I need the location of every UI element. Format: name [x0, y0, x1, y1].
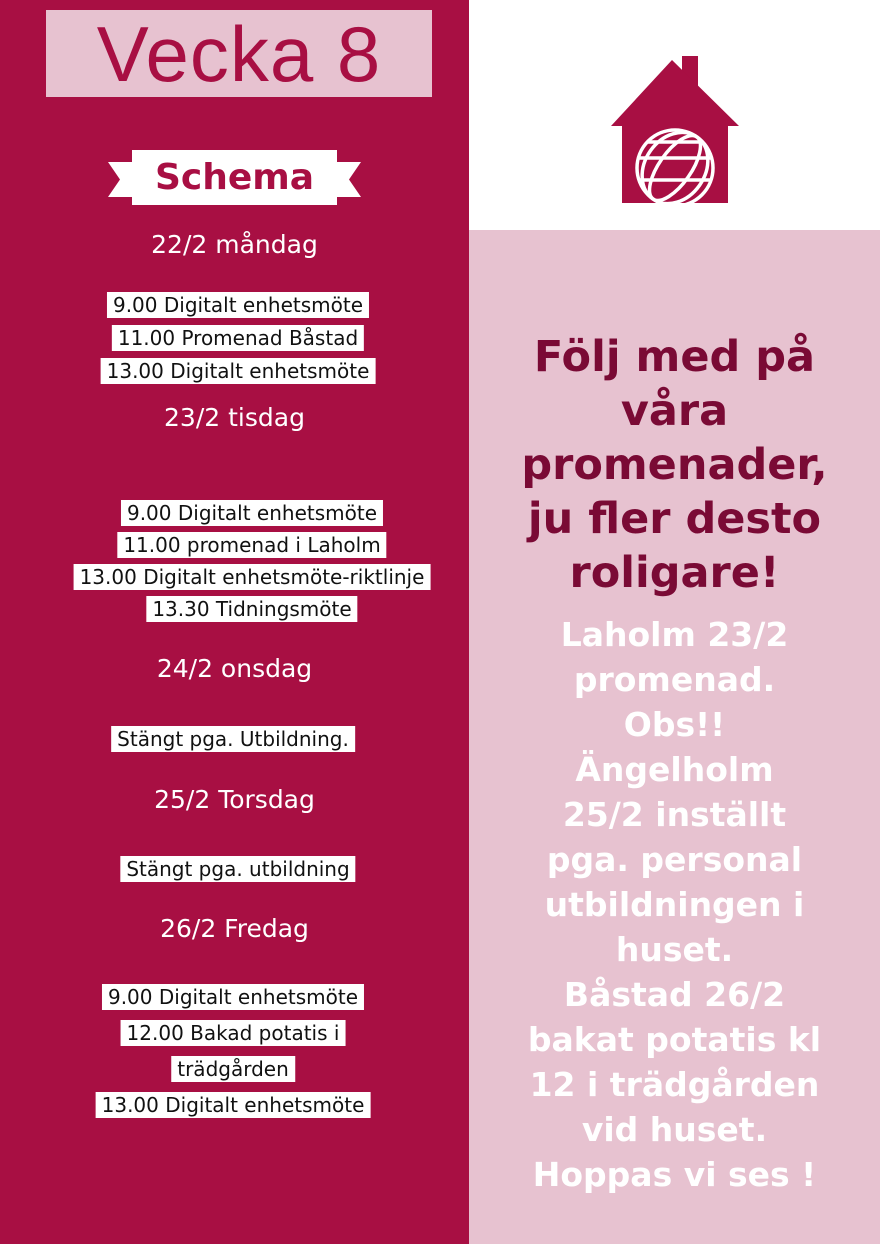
- promo-body-line: pga. personal: [546, 840, 803, 879]
- promo-body-line: 25/2 inställt: [562, 795, 787, 834]
- schedule-item: 9.00 Digitalt enhetsmöte: [107, 292, 369, 318]
- schedule-item: Stängt pga. utbildning: [120, 856, 355, 882]
- promo-heading-line: våra: [620, 386, 729, 436]
- promo-body-line: huset.: [615, 930, 734, 969]
- schema-banner-center: [132, 150, 337, 205]
- house-globe-icon: [600, 50, 745, 210]
- promo-body-line: vid huset.: [581, 1110, 768, 1149]
- day-label-thursday: 25/2 Torsdag: [154, 785, 315, 814]
- schedule-item: 9.00 Digitalt enhetsmöte: [102, 984, 364, 1010]
- day-label-friday: 26/2 Fredag: [160, 914, 309, 943]
- schedule-item: trädgården: [171, 1056, 295, 1082]
- promo-body-line: promenad.: [573, 660, 776, 699]
- schema-heading: Schema: [154, 157, 315, 198]
- schedule-item: 9.00 Digitalt enhetsmöte: [121, 500, 383, 526]
- promo-heading-line: roligare!: [569, 548, 780, 598]
- schedule-item: 13.00 Digitalt enhetsmöte: [101, 358, 376, 384]
- schedule-item: 11.00 Promenad Båstad: [112, 325, 364, 351]
- title-box: [46, 10, 432, 97]
- schedule-item: 11.00 promenad i Laholm: [117, 532, 386, 558]
- page-title: Vecka 8: [96, 9, 382, 98]
- schema-banner: [108, 150, 361, 205]
- promo-body-line: utbildningen i: [544, 885, 805, 924]
- promo-heading-line: Följ med på: [533, 332, 816, 382]
- promo-body-line: Båstad 26/2: [563, 975, 786, 1014]
- promo-body: [469, 612, 880, 1197]
- promo-heading-line: ju fler desto: [527, 494, 822, 544]
- day-label-monday: 22/2 måndag: [151, 230, 318, 259]
- promo-heading-line: promenader,: [521, 440, 828, 490]
- schedule-item: 13.30 Tidningsmöte: [146, 596, 357, 622]
- schedule-item: 12.00 Bakad potatis i: [121, 1020, 346, 1046]
- schedule-item: 13.00 Digitalt enhetsmöte: [96, 1092, 371, 1118]
- schedule-item: Stängt pga. Utbildning.: [111, 726, 355, 752]
- promo-body-line: Hoppas vi ses !: [532, 1155, 817, 1194]
- promo-body-line: Ängelholm: [575, 750, 774, 789]
- promo-body-line: bakat potatis kl: [527, 1020, 822, 1059]
- day-label-tuesday: 23/2 tisdag: [164, 403, 305, 432]
- promo-heading: [469, 330, 880, 600]
- day-label-wednesday: 24/2 onsdag: [156, 654, 313, 683]
- promo-body-line: Obs!!: [623, 705, 726, 744]
- promo-body-line: 12 i trädgården: [529, 1065, 820, 1104]
- schedule-item: 13.00 Digitalt enhetsmöte-riktlinje: [74, 564, 431, 590]
- promo-body-line: Laholm 23/2: [560, 615, 789, 654]
